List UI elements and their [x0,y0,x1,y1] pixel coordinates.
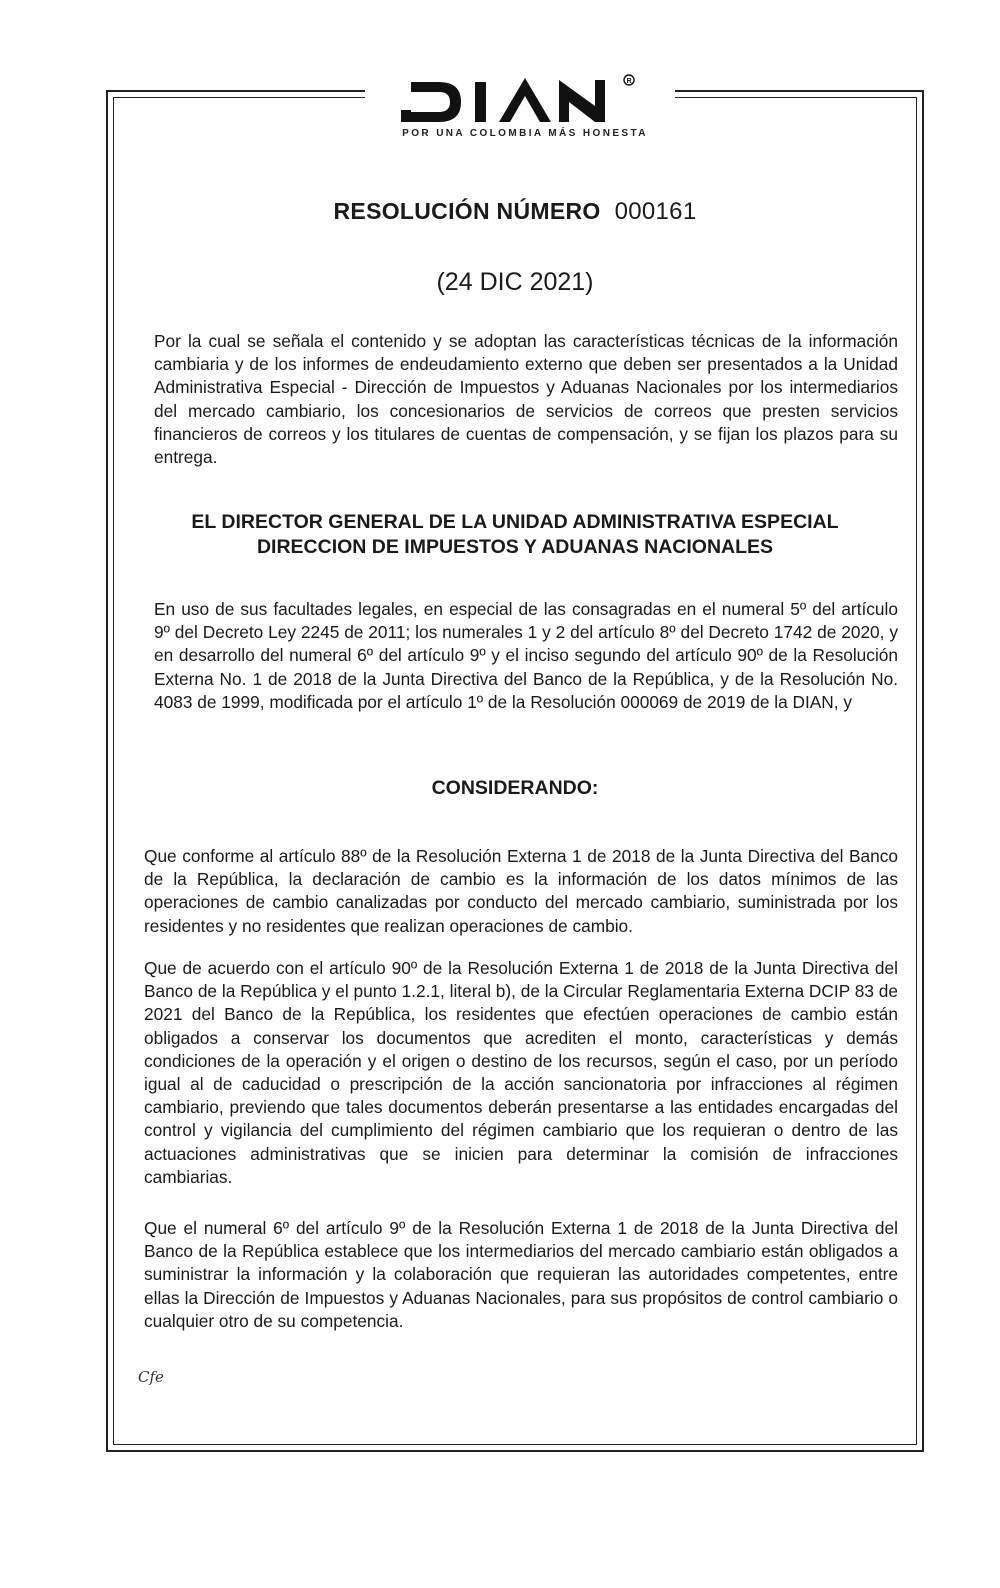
resolution-summary: Por la cual se señala el contenido y se adoptan las características técnicas de la información cambiaria y de los informes de endeudamiento externo que deben ser presentados a la Unidad Administrativa Especial - Dirección de Impuestos y Aduanas Nacionales por los intermediarios del mercado cambiario, los concesionarios de servicios de correos que presten servicios financieros de correos y los titulares de cuentas de compensación, y se fijan los plazos para su entrega. [154,331,898,468]
resolution-title [150,198,880,226]
consideration-paragraph-1: Que conforme al artículo 88º de la Resolución Externa 1 de 2018 de la Junta Directiva del Banco de la República, la declaración de cambio es la información de los datos mínimos de las operaciones de cambio canalizadas por conducto del mercado cambiario, suministrada por los residentes y no residentes que realizan operaciones de cambio. [144,846,898,936]
considering-heading: CONSIDERANDO: [431,777,599,799]
resolution-number: 000161 [614,198,697,225]
resolution-date: (24 DIC 2021) [436,268,594,296]
dian-logo [385,62,665,152]
logo-tagline: POR UNA COLOMBIA MÁS HONESTA [402,128,648,139]
consideration-paragraph-2: Que de acuerdo con el artículo 90º de la Resolución Externa 1 de 2018 de la Junta Directiva del Banco de la República y el punto 1.2.1, literal b), de la Circular Reglamentaria Externa DCIP 83 de 2021 del Banco de la República, los residentes que efectúen operaciones de cambio están obligados a conservar los documentos que acrediten el monto, características y demás condiciones de la operación y el origen o destino de los recursos, según el caso, por un período igual al de caducidad o prescripción de la acción sancionatoria por infracciones al régimen cambiario, previendo que tales documentos deberán presentarse a las entidades encargadas del control y vigilancia del cumplimiento del régimen cambiario que los requieran o dentro de las actuaciones administrativas que se inicien para determinar la comisión de infracciones cambiarias. [144,958,898,1187]
authority-heading-line2: DIRECCION DE IMPUESTOS Y ADUANAS NACIONALES [256,536,774,558]
resolution-label: RESOLUCIÓN NÚMERO [333,198,601,224]
handwritten-initials: Cfe [138,1368,164,1386]
consideration-paragraph-3: Que el numeral 6º del artículo 9º de la Resolución Externa 1 de 2018 de la Junta Directiva del Banco de la República establece que los intermediarios del mercado cambiario están obligados a suministrar la información y la colaboración que requieran las autoridades competentes, entre ellas la Dirección de Impuestos y Aduanas Nacionales, para sus propósitos de control cambiario o cualquier otro de su competencia. [144,1218,898,1331]
dian-logo-mark [395,66,655,126]
svg-text:R: R [626,78,632,85]
legal-powers-paragraph: En uso de sus facultades legales, en especial de las consagradas en el numeral 5º del artículo 9º del Decreto Ley 2245 de 2011; los numerales 1 y 2 del artículo 8º del Decreto 1742 de 2020, y en desarrollo del numeral 6º del artículo 9º y el inciso segundo del artículo 90º de la Resolución Externa No. 1 de 2018 de la Junta Directiva del Banco de la República, y de la Resolución No. 4083 de 1999, modificada por el artículo 1º de la Resolución 000069 de 2019 de la DIAN, y [154,599,898,712]
authority-heading-line1: EL DIRECTOR GENERAL DE LA UNIDAD ADMINISTRATIVA ESPECIAL [191,511,839,533]
